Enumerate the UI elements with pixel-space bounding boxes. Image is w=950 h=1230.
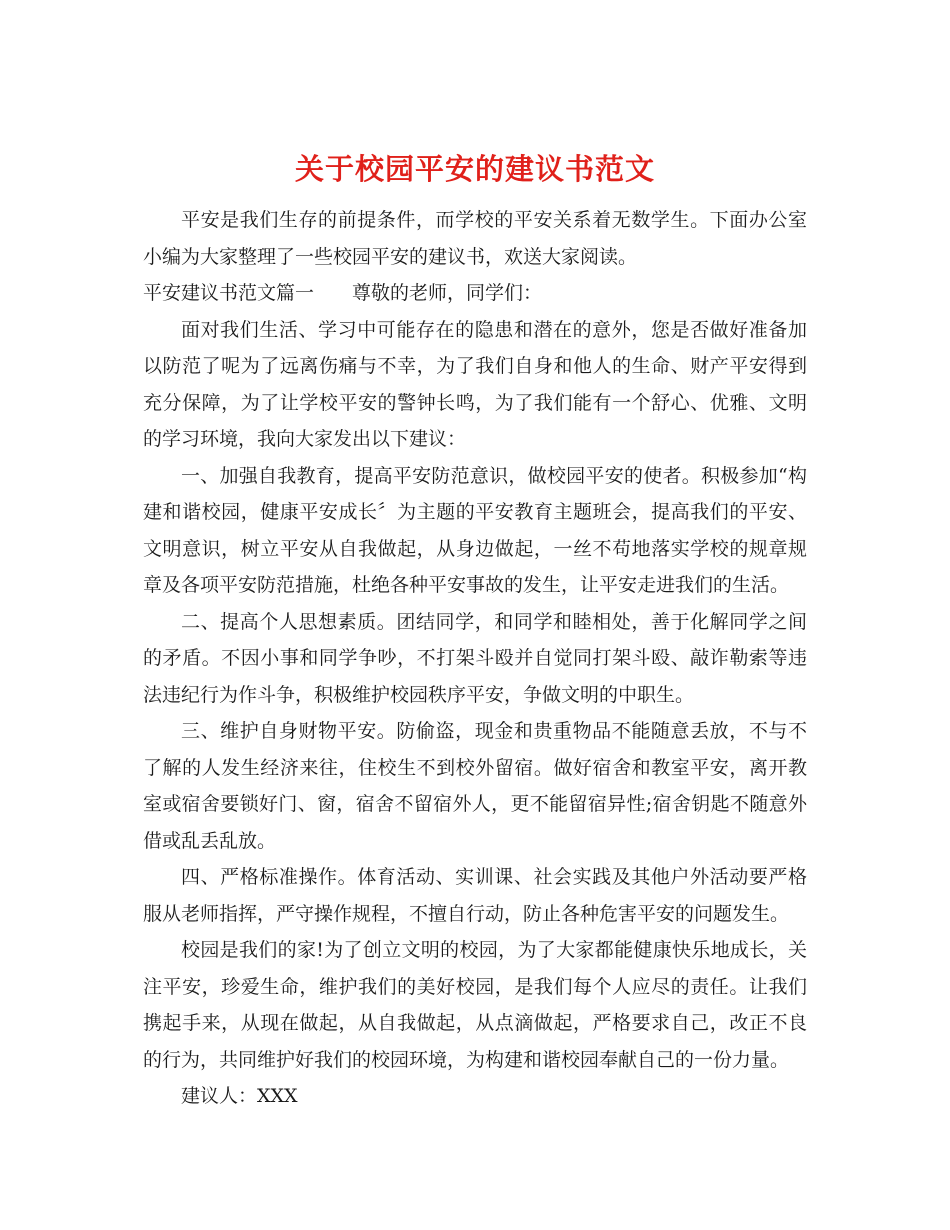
body-paragraph: 二、提高个人思想素质。团结同学，和同学和睦相处，善于化解同学之间的矛盾。不因小事和同学争吵，不打架斗殴并自觉同打架斗殴、敲诈勒索等违法违纪行为作斗争，积极维护校园秩序平安，争做文明的中职生。 [143, 610, 807, 706]
intro-paragraph: 平安是我们生存的前提条件，而学校的平安关系着无数学生。下面办公室小编为大家整理了一些校园平安的建议书，欢送大家阅读。 [143, 209, 807, 268]
section-label: 平安建议书范文篇一 [143, 282, 315, 304]
section-heading-line [143, 275, 807, 312]
document-body [143, 202, 807, 1115]
body-paragraph: 三、维护自身财物平安。防偷盗，现金和贵重物品不能随意丢放，不与不了解的人发生经济来往，住校生不到校外留宿。做好宿舍和教室平安，离开教室或宿舍要锁好门、窗，宿舍不留宿外人，更不能留宿异性;宿舍钥匙不随意外借或乱丢乱放。 [143, 720, 807, 852]
body-paragraph: 校园是我们的家!为了创立文明的校园，为了大家都能健康快乐地成长，关注平安，珍爱生命，维护我们的美好校园，是我们每个人应尽的责任。让我们携起手来，从现在做起，从自我做起，从点滴做起，严格要求自己，改正不良的行为，共同维护好我们的校园环境，为构建和谐校园奉献自己的一份力量。 [143, 939, 807, 1071]
body-paragraph: 四、严格标准操作。体育活动、实训课、社会实践及其他户外活动要严格服从老师指挥，严守操作规程，不擅自行动，防止各种危害平安的问题发生。 [143, 866, 807, 925]
body-paragraph: 面对我们生活、学习中可能存在的隐患和潜在的意外，您是否做好准备加以防范了呢为了远离伤痛与不幸，为了我们自身和他人的生命、财产平安得到充分保障，为了让学校平安的警钟长鸣，为了我们能有一个舒心、优雅、文明的学习环境，我向大家发出以下建议： [143, 318, 807, 450]
greeting: 尊敬的老师，同学们： [352, 282, 543, 304]
document-title: 关于校园平安的建议书范文 [294, 152, 655, 187]
body-paragraph: 一、加强自我教育，提高平安防范意识，做校园平安的使者。积极参加“构建和谐校园，健康平安成长〞为主题的平安教育主题班会，提高我们的平安、文明意识，树立平安从自我做起，从身边做起，一丝不苟地落实学校的规章规章及各项平安防范措施，杜绝各种平安事故的发生，让平安走进我们的生活。 [143, 464, 807, 596]
signature-line: 建议人：XXX [181, 1085, 298, 1107]
